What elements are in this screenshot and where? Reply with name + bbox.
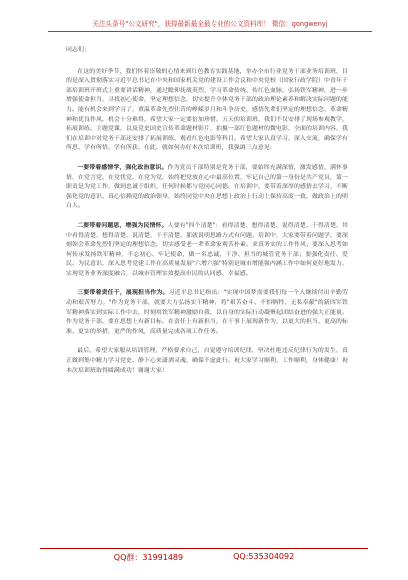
paragraph-point-one: [66, 164, 348, 212]
speech-document: [66, 46, 348, 386]
paragraph-heading: 三要带着责任干，展现担当作为。: [77, 290, 169, 297]
contact-footer: [40, 552, 368, 563]
qq-group-number: QQ群：31991489: [113, 553, 184, 562]
paragraph-body: 最后，希望大家服从培训管理，严格要求自己，自觉遵守培训纪律，坚决杜绝违反纪律行为的发生，真正做到集中精力学习党史、静下心来潇洒灵魂，确保不虚此行。祝大家学习顺利，工作顺利，身体健康！祝本次培训班取得圆满成功！谢谢大家！: [66, 348, 348, 374]
qq-number: QQ:535304092: [233, 552, 295, 561]
header-divider: [48, 31, 372, 32]
paragraph-closing: [66, 347, 348, 376]
salutation: 同志们：: [66, 47, 90, 53]
paragraph-point-two: [66, 222, 348, 280]
paragraph-point-three: [66, 289, 348, 337]
paragraph-body: 作为党员干部特别是党务干部，要始终充满深情，激发感情，满怀事情，在党言党、在党忧党、在党为党，始终把党放在心中最高位置，牢记自己的第一身份是共产党员，第一职责是为党工作，做到忠诚于组织，任何时候都与党同心同德。在培训中，要带着深厚的感情去学习，不断强化党的意识。真心信赖党的政治领导，始终同党中央在思想上政治上行动上保持高度一致，做政治上的明白人。: [66, 164, 349, 210]
promo-header: 关注头条号"公文研究"，获得最新最全最专业的公文资料库！ 微信：gongwenyj: [92, 20, 328, 28]
paragraph-heading: 二要带着问题思，增强为民情怀。: [77, 222, 168, 229]
paragraph-body: 在这的美好季节，我们怀着崇敬的心情来到红色教育实践基地，举办全市行业党务干部业务培训班，目的是深入贯彻落实习近平总书记在中央和国家机关党的建设工作会议和中央党校（国家行政学院）中青年干部培训班开班式上重要讲话精神，通过瞻仰抚战英烈、学习革命传统、传红色血脉、弘扬铁军精神，进一步增强使命担当，寻找初心使命，坚定理想信念，切实提升全体党务干部的政治理论素养和解决实际问题的能力。能有机会来到学习了，重温革命先烈往昔的峥嵘岁月和斗争历史，感悟先辈们坚定的理想信念、革命精神和优良作风，机会十分难得，希望大家一定要倍加珍惜。五天的培训班，我们不仅安排了现场参观教学，拓展训练、主题党课，以及党史国史宣传革命题材影片，拍摄一部红色题材的微电影，全面的培训内容，我们在培训中对党务干部还安排了拓展训练、观看红色电影等科目。希望大家认真学习，深入交流，确保学有所思、学有所悟、学有所获。在此，就如何办好本次培训班，我强调三点意见：: [66, 68, 348, 152]
paragraph-heading: 一要带着感情学，强化政治意识。: [77, 164, 168, 171]
paragraph-body: 习近平总书记指出："实现中国梦需要我们每一个人继续付出辛勤劳动和艰苦努力。"作为党务干部，就要大力弘扬实干精神，将"艰苦奋斗、不怕牺牲、无私奉献"的新四军铁军精神落实到实际工作中去，时刻用铁军精神激励自我，以自身的实际行动凝聚起团结奋进的强大正能量。作为党务干部，要在思想上有新目标，在责任上有新担当，在干事上展现新作为，以更大的担当、更高的标准、更实的举措，更严的作风，高质量完成各项工作任务。: [66, 290, 348, 335]
paragraph-body: 人要有"四个清楚"：看得清楚、想得清楚、说得清楚、干得清楚，其中看得清楚、想得清楚、说清楚，干不清楚，那就说明思路方式有问题。培训中，大家要带着问题学，要深刻领会革命先烈们坚定的理想信念，切实感受老一辈革命家观苦朴素、求真务实的工作作风；要深入思考如何传承发扬铁军精神，不忘初心、牢记使命，做一名忠诚、干净、担当的城管党务干部；要强化责任、爱民、为民意识，深入思考党建工作在高质量发展"六增六强"特别是城市增能强内涵工作中如何更好地发力，实现党务业务深度融合，以城市管理实效提高市民的认同感、幸福感。: [66, 222, 348, 277]
paragraph-intro: [66, 68, 348, 154]
footer-divider: [40, 548, 368, 549]
